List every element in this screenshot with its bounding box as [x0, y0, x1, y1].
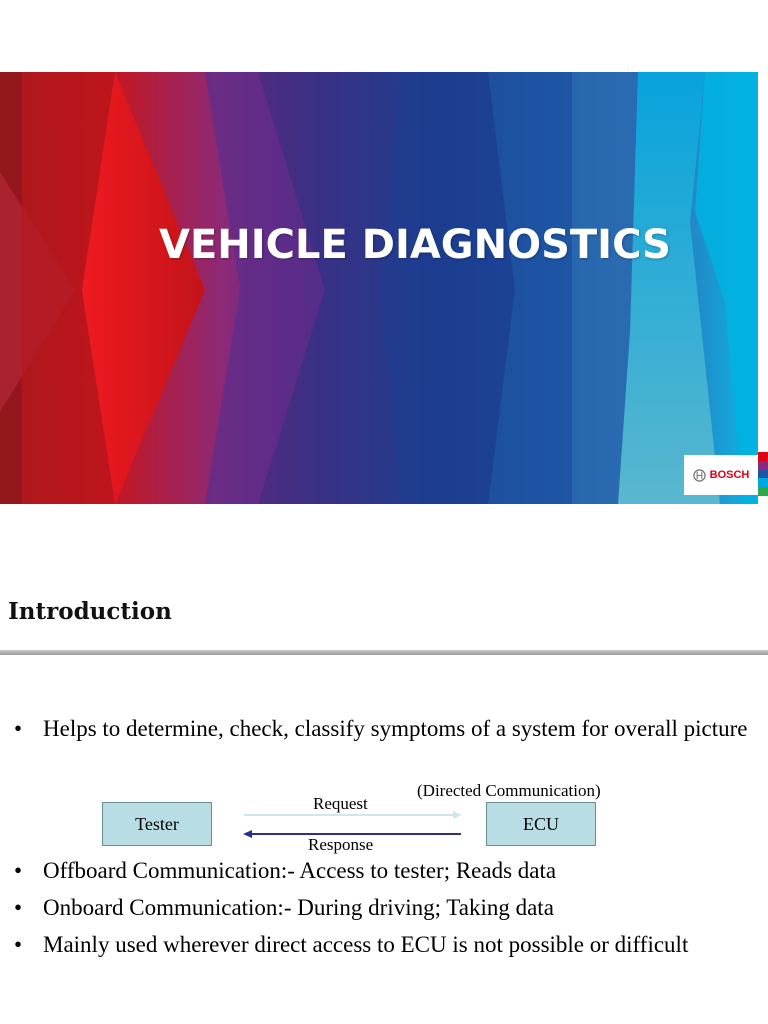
- cover-background: [0, 72, 758, 504]
- heading-divider: [0, 650, 768, 655]
- request-arrow-head: [453, 811, 462, 819]
- ecu-box: ECU: [486, 802, 596, 846]
- cover-slide: [0, 72, 758, 504]
- bullet-item: [14, 893, 754, 923]
- tester-box: Tester: [102, 802, 212, 846]
- bullet-symbol: •: [14, 716, 23, 741]
- bosch-armature-icon: [693, 469, 706, 482]
- bullet-item: [14, 856, 754, 886]
- bullet-text: Offboard Communication:- Access to tester; Reads data: [43, 858, 557, 883]
- bullet-item: [14, 930, 754, 960]
- slide-heading: Introduction: [8, 598, 172, 625]
- response-arrow-head: [243, 830, 252, 838]
- intro-slide: [0, 580, 768, 1024]
- cover-title: VEHICLE DIAGNOSTICS: [159, 222, 671, 268]
- bullet-text: Mainly used wherever direct access to ECU is not possible or difficult: [43, 932, 689, 957]
- bullet-symbol: •: [14, 858, 23, 883]
- bullet-text: Onboard Communication:- During driving; Taking data: [43, 895, 554, 920]
- bosch-logo: [684, 455, 758, 495]
- bullet-item: [14, 714, 754, 744]
- bosch-logo-text: BOSCH: [709, 469, 750, 481]
- response-label: Response: [308, 835, 374, 854]
- directed-communication-note: (Directed Communication): [417, 781, 601, 800]
- bullet-text: Helps to determine, check, classify symptoms of a system for overall picture: [43, 716, 748, 741]
- color-edge-bar: [758, 452, 768, 496]
- request-label: Request: [313, 794, 368, 813]
- bullet-symbol: •: [14, 932, 23, 957]
- bullet-symbol: •: [14, 895, 23, 920]
